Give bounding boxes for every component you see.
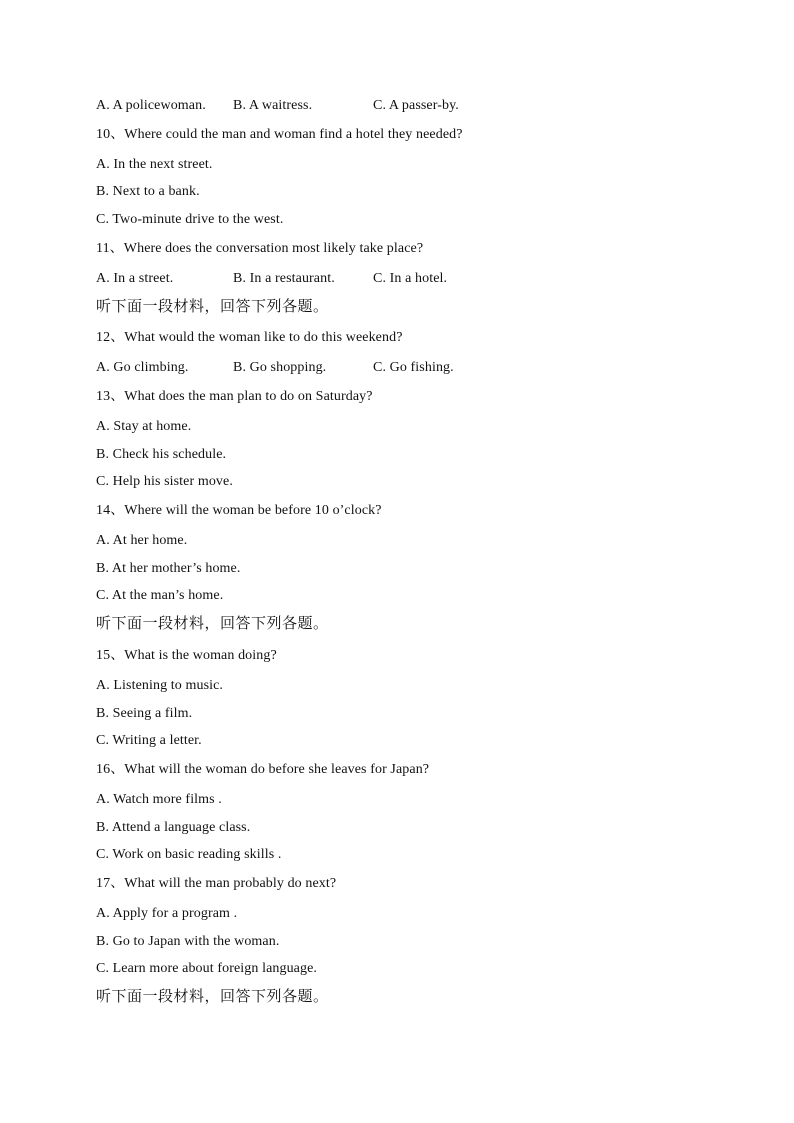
q11-option-b: B. In a restaurant. xyxy=(233,271,335,286)
q15-option-a: A. Listening to music. xyxy=(96,678,224,693)
q13-option-a: A. Stay at home. xyxy=(96,419,192,434)
q17-option-c: C. Learn more about foreign language. xyxy=(96,961,318,976)
q15-question: 15、What is the woman doing? xyxy=(96,648,277,663)
q11-question: 11、Where does the conversation most likely take place? xyxy=(96,241,424,256)
q16-option-c: C. Work on basic reading skills . xyxy=(96,847,282,862)
q9-option-b: B. A waitress. xyxy=(233,98,313,113)
q11-option-c: C. In a hotel. xyxy=(373,271,448,286)
q12-option-b: B. Go shopping. xyxy=(233,360,327,375)
q16-option-a: A. Watch more films . xyxy=(96,792,222,807)
q12-option-c: C. Go fishing. xyxy=(373,360,454,375)
q11-option-a: A. In a street. xyxy=(96,271,174,286)
q14-option-c: C. At the man’s home. xyxy=(96,588,224,603)
q15-option-b: B. Seeing a film. xyxy=(96,706,193,721)
q13-option-b: B. Check his schedule. xyxy=(96,447,227,462)
section-heading: 听下面一段材料，回答下列各题。 xyxy=(96,987,329,1005)
q12-option-a: A. Go climbing. xyxy=(96,360,189,375)
q10-question: 10、Where could the man and woman find a hotel they needed? xyxy=(96,127,463,142)
q9-option-c: C. A passer-by. xyxy=(373,98,459,113)
q16-question: 16、What will the woman do before she leaves for Japan? xyxy=(96,762,430,777)
q17-question: 17、What will the man probably do next? xyxy=(96,876,337,891)
q10-option-c: C. Two-minute drive to the west. xyxy=(96,212,284,227)
q16-option-b: B. Attend a language class. xyxy=(96,820,251,835)
q17-option-a: A. Apply for a program . xyxy=(96,906,238,921)
section-heading: 听下面一段材料，回答下列各题。 xyxy=(96,297,329,315)
q14-option-b: B. At her mother’s home. xyxy=(96,561,241,576)
q14-option-a: A. At her home. xyxy=(96,533,188,548)
q13-option-c: C. Help his sister move. xyxy=(96,474,233,489)
q14-question: 14、Where will the woman be before 10 o’clock? xyxy=(96,503,382,518)
q13-question: 13、What does the man plan to do on Saturday? xyxy=(96,389,373,404)
q10-option-a: A. In the next street. xyxy=(96,157,213,172)
q17-option-b: B. Go to Japan with the woman. xyxy=(96,934,280,949)
q9-option-a: A. A policewoman. xyxy=(96,98,206,113)
q12-question: 12、What would the woman like to do this weekend? xyxy=(96,330,403,345)
q15-option-c: C. Writing a letter. xyxy=(96,733,202,748)
q10-option-b: B. Next to a bank. xyxy=(96,184,200,199)
section-heading: 听下面一段材料，回答下列各题。 xyxy=(96,614,329,632)
